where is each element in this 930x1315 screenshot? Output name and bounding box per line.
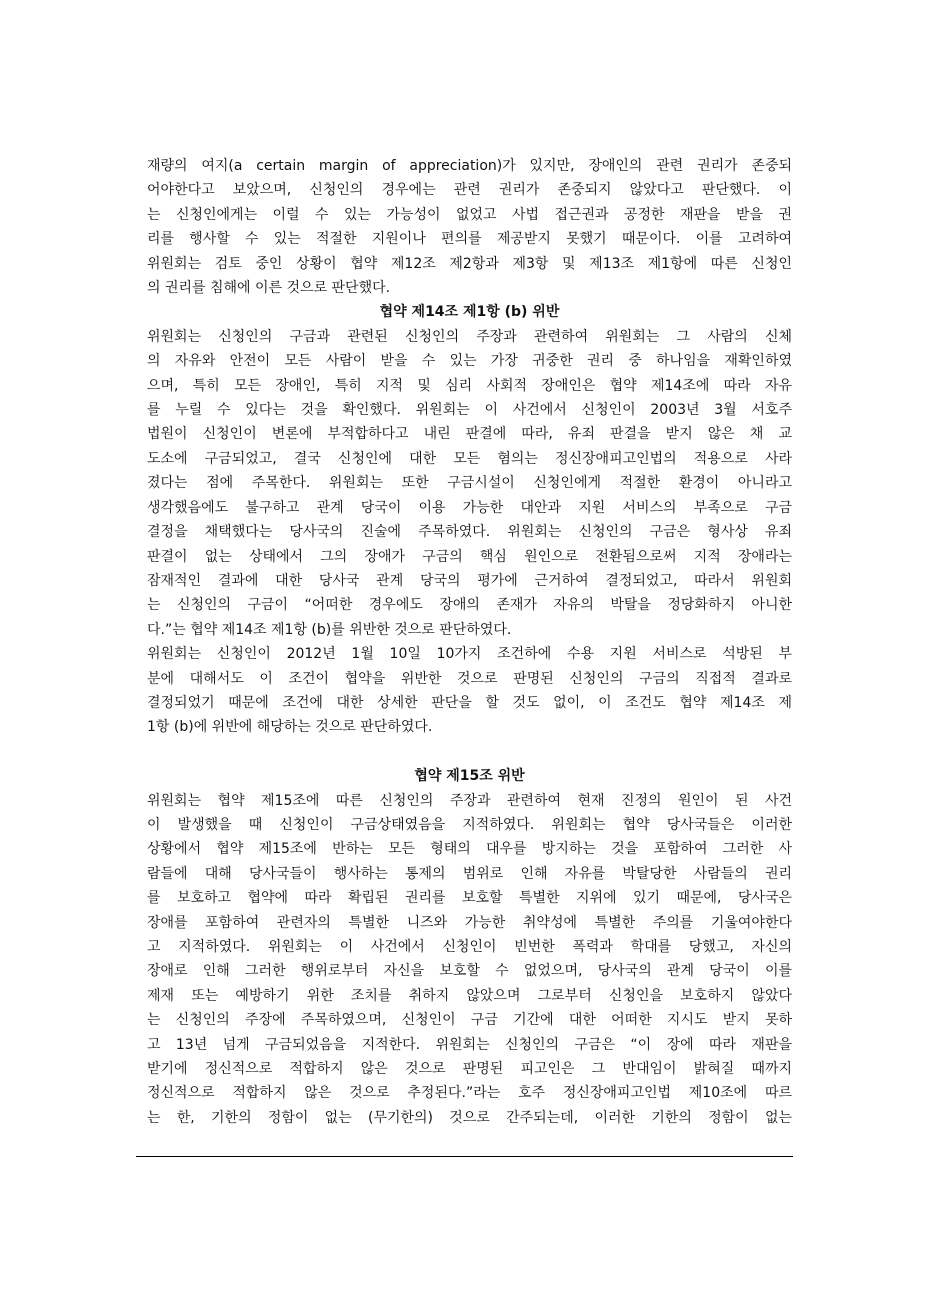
paragraph-article-14-detention	[147, 325, 792, 642]
text-line: 결정되었기 때문에 조건에 대한 상세한 판단을 할 것도 없이, 이 조건도 협약 제14조 제	[147, 694, 792, 711]
text-line: 상황에서 협약 제15조에 반하는 모든 형태의 대우를 방지하는 것을 포함하여 그러한 사	[147, 841, 792, 858]
section-heading-article-14: 협약 제14조 제1항 (b) 위반	[379, 304, 560, 321]
text-line: 졌다는 점에 주목한다. 위원회는 또한 구금시설이 신청인에게 적절한 환경이 아니라고	[147, 475, 792, 492]
text-line: 위원회는 협약 제15조에 따른 신청인의 주장과 관련하여 현재 진정의 원인이 된 사건	[147, 792, 792, 809]
text-line: 으며, 특히 모든 장애인, 특히 지적 및 심리 사회적 장애인은 협약 제14조에 따라 자유	[147, 377, 792, 394]
text-line: 장애로 인해 그러한 행위로부터 자신을 보호할 수 없었으며, 당사국의 관계 당국이 이를	[147, 963, 792, 980]
footer-rule	[136, 1156, 793, 1157]
text-line: 이 발생했을 때 신청인이 구금상태였음을 지적하였다. 위원회는 협약 당사국들은 이러한	[147, 816, 792, 833]
text-line: 재량의 여지(a certain margin of appreciation)가 있지만, 장애인의 관련 권리가 존중되	[147, 158, 792, 174]
text-line: 법원이 신청인이 변론에 부적합하다고 내린 판결에 따라, 유죄 판결을 받지 않은 채 교	[147, 426, 792, 443]
text-line: 1항 (b)에 위반에 해당하는 것으로 판단하였다.	[147, 719, 433, 736]
text-line: 는 신청인에게는 이럴 수 있는 가능성이 없었고 사법 접근권과 공정한 재판을 받을 권	[147, 206, 792, 223]
paragraph-article-12-13-conclusion	[147, 154, 792, 300]
text-line: 판결이 없는 상태에서 그의 장애가 구금의 핵심 원인으로 전환됨으로써 지적 장애라는	[147, 548, 792, 565]
text-line: 리를 행사할 수 있는 적절한 지원이나 편의를 제공받지 못했기 때문이다. 이를 고려하여	[147, 231, 792, 248]
text-line: 도소에 구금되었고, 결국 신청인에 대한 모든 혐의는 정신장애피고인법의 적용으로 사라	[147, 450, 792, 467]
text-line: 를 보호하고 협약에 따라 확립된 권리를 보호할 특별한 지위에 있기 때문에, 당사국은	[147, 890, 792, 907]
text-line: 고 13년 넘게 구금되었음을 지적한다. 위원회는 신청인의 구금은 “이 장에 따라 재판을	[147, 1036, 792, 1053]
text-line: 분에 대해서도 이 조건이 협약을 위반한 것으로 판명된 신청인의 구금의 직접적 결과로	[147, 670, 792, 687]
paragraph-article-15-treatment	[147, 789, 792, 1131]
text-line: 생각했음에도 불구하고 관계 당국이 이용 가능한 대안과 지원 서비스의 부족으로 구금	[147, 499, 792, 516]
text-line: 제재 또는 예방하기 위한 조치를 취하지 않았으며 그로부터 신청인을 보호하지 않았다	[147, 987, 792, 1004]
text-line: 를 누릴 수 있다는 것을 확인했다. 위원회는 이 사건에서 신청인이 2003년 3월 서호주	[147, 402, 792, 419]
paragraph-article-14-release-conditions	[147, 642, 792, 740]
document-body	[147, 154, 792, 1130]
text-line: 는 신청인의 구금이 “어떠한 경우에도 장애의 존재가 자유의 박탈을 정당화하지 아니한	[147, 597, 792, 614]
text-line: 결정을 채택했다는 당사국의 진술에 주목하였다. 위원회는 신청인의 구금은 형사상 유죄	[147, 524, 792, 541]
text-line: 의 자유와 안전이 모든 사람이 받을 수 있는 가장 귀중한 권리 중 하나임을 재확인하였	[147, 353, 792, 370]
text-line: 고 지적하였다. 위원회는 이 사건에서 신청인이 빈번한 폭력과 학대를 당했고, 자신의	[147, 938, 792, 955]
text-line: 정신적으로 적합하지 않은 것으로 추정된다.”라는 호주 정신장애피고인법 제10조에 따르	[147, 1085, 792, 1102]
text-line: 장애를 포함하여 관련자의 특별한 니즈와 가능한 취약성에 특별한 주의를 기울여야한다	[147, 914, 792, 931]
text-line: 람들에 대해 당사국들이 행사하는 통제의 범위로 인해 자유를 박탈당한 사람들의 권리	[147, 865, 792, 882]
text-line: 위원회는 신청인이 2012년 1월 10일 10가지 조건하에 수용 지원 서비스로 석방된 부	[147, 646, 792, 663]
text-line: 다.”는 협약 제14조 제1항 (b)를 위반한 것으로 판단하였다.	[147, 621, 512, 638]
text-line: 는 한, 기한의 정함이 없는 (무기한의) 것으로 간주되는데, 이러한 기한의 정함이 없는	[147, 1109, 792, 1126]
text-line: 위원회는 신청인의 구금과 관련된 신청인의 주장과 관련하여 위원회는 그 사람의 신체	[147, 328, 792, 345]
section-heading-article-15: 협약 제15조 위반	[414, 768, 525, 785]
text-line: 잠재적인 결과에 대한 당사국 관계 당국의 평가에 근거하여 결정되었고, 따라서 위원회	[147, 572, 792, 589]
text-line: 는 신청인의 주장에 주목하였으며, 신청인이 구금 기간에 대한 어떠한 지시도 받지 못하	[147, 1012, 792, 1029]
text-line: 의 권리를 침해에 이른 것으로 판단했다.	[147, 280, 391, 297]
text-line: 위원회는 검토 중인 상황이 협약 제12조 제2항과 제3항 및 제13조 제1항에 따른 신청인	[147, 255, 792, 272]
blank-line	[147, 740, 792, 764]
text-line: 받기에 정신적으로 적합하지 않은 것으로 판명된 피고인은 그 반대임이 밝혀질 때까지	[147, 1061, 792, 1078]
text-line: 어야한다고 보았으며, 신청인의 경우에는 관련 권리가 존중되지 않았다고 판단했다. 이	[147, 182, 792, 199]
